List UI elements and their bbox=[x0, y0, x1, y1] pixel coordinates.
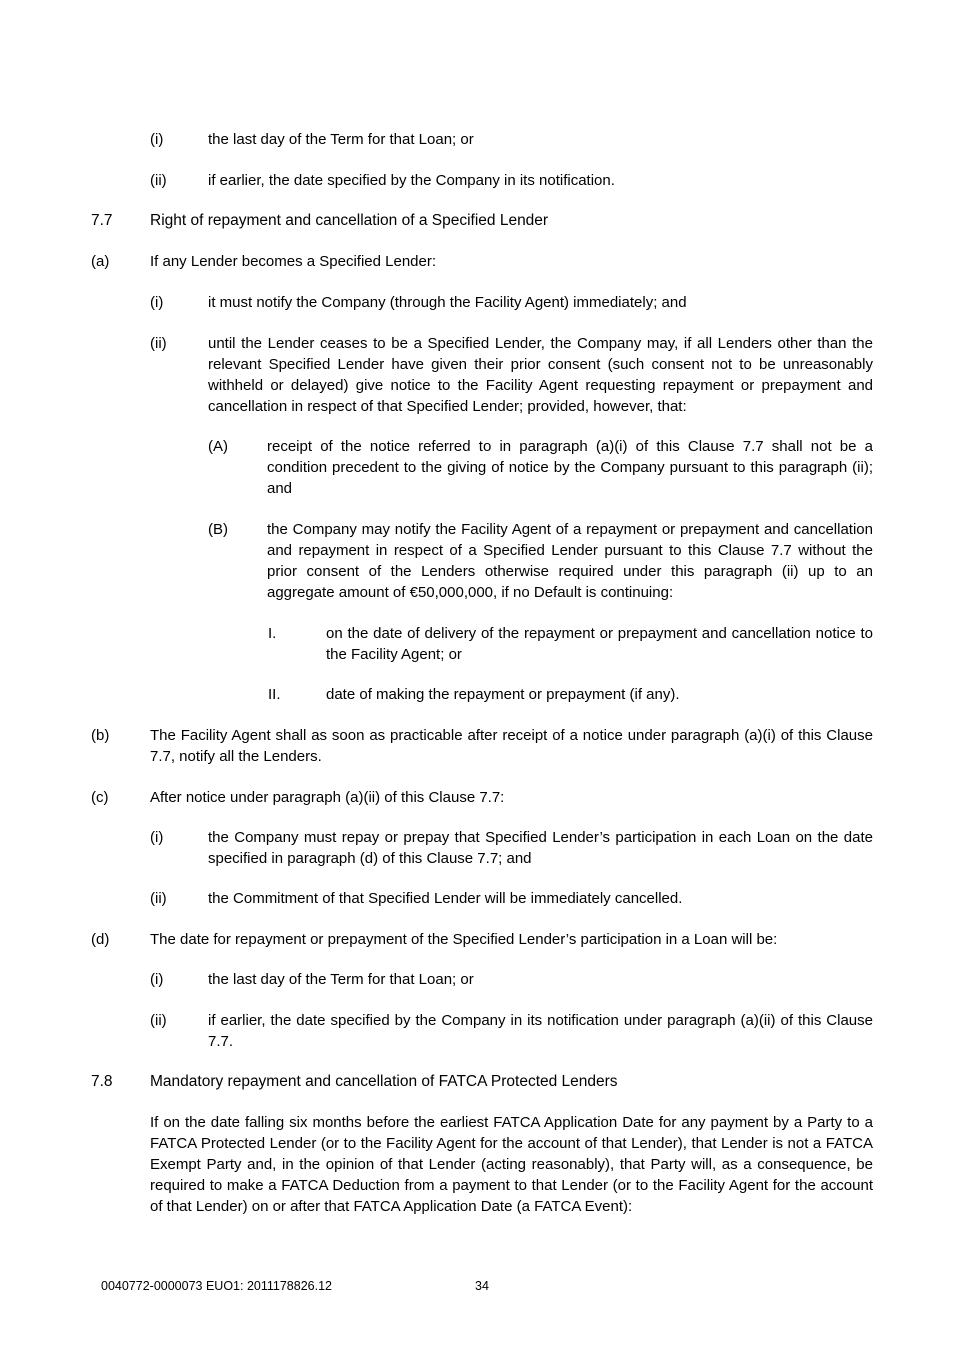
paragraph-label: (B) bbox=[208, 521, 228, 538]
footer-page-number: 34 bbox=[475, 1279, 489, 1293]
paragraph-d-i bbox=[150, 969, 873, 990]
paragraph-label: (c) bbox=[91, 789, 109, 806]
clause-heading-7-8 bbox=[91, 1071, 873, 1092]
paragraph-text: the Company may notify the Facility Agent of a repayment or prepayment and cancellation and repayment in respect of a Specified Lender pursuant to this Clause 7.7 without the prior consent of the Lenders otherwise required under this paragraph (ii) up to an aggregate amount of €50,000,000, if no Default is continuing: bbox=[267, 521, 873, 601]
clause-number: 7.7 bbox=[91, 212, 113, 229]
paragraph-text: If on the date falling six months before the earliest FATCA Application Date for any payment by a Party to a FATCA Protected Lender (or to the Facility Agent for the account of that Lender), that Lender is not a FATCA Exempt Party and, in the opinion of that Lender (acting reasonably), that Party will, as a consequence, be required to make a FATCA Deduction from a payment to that Lender (or to the Facility Agent for the account of that Lender) on or after that FATCA Application Date (a FATCA Event): bbox=[150, 1114, 873, 1215]
paragraph-B-I bbox=[268, 623, 873, 665]
paragraph-label: (A) bbox=[208, 438, 228, 455]
paragraph-a-ii bbox=[150, 333, 873, 417]
paragraph-a bbox=[91, 251, 873, 272]
paragraph-b bbox=[91, 725, 873, 767]
paragraph-label: (d) bbox=[91, 931, 110, 948]
paragraph-a-ii-A bbox=[208, 436, 873, 499]
paragraph-label: (ii) bbox=[150, 1012, 167, 1029]
paragraph-label: II. bbox=[268, 686, 281, 703]
paragraph-c bbox=[91, 787, 873, 808]
footer-document-reference: 0040772-0000073 EUO1: 2011178826.12 bbox=[101, 1279, 332, 1293]
paragraph-d1-i bbox=[150, 129, 873, 150]
paragraph-label: (ii) bbox=[150, 335, 167, 352]
paragraph-label: (ii) bbox=[150, 890, 167, 907]
paragraph-text: if earlier, the date specified by the Company in its notification. bbox=[208, 172, 615, 189]
paragraph-text: the Commitment of that Specified Lender will be immediately cancelled. bbox=[208, 890, 683, 907]
paragraph-B-II bbox=[268, 684, 873, 705]
paragraph-text: The Facility Agent shall as soon as practicable after receipt of a notice under paragraph (a)(i) of this Clause 7.7, notify all the Lenders. bbox=[150, 727, 873, 765]
paragraph-text: it must notify the Company (through the Facility Agent) immediately; and bbox=[208, 294, 687, 311]
paragraph-d-ii bbox=[150, 1010, 873, 1052]
paragraph-label: (i) bbox=[150, 829, 164, 846]
clause-7-8-body bbox=[150, 1112, 873, 1217]
paragraph-label: (i) bbox=[150, 971, 164, 988]
paragraph-label: I. bbox=[268, 625, 277, 642]
paragraph-label: (a) bbox=[91, 253, 110, 270]
paragraph-d1-ii bbox=[150, 170, 873, 191]
paragraph-label: (ii) bbox=[150, 172, 167, 189]
paragraph-a-i bbox=[150, 292, 873, 313]
clause-title: Right of repayment and cancellation of a Specified Lender bbox=[150, 212, 549, 229]
paragraph-label: (i) bbox=[150, 131, 164, 148]
clause-title: Mandatory repayment and cancellation of FATCA Protected Lenders bbox=[150, 1073, 618, 1090]
paragraph-label: (i) bbox=[150, 294, 164, 311]
paragraph-text: receipt of the notice referred to in paragraph (a)(i) of this Clause 7.7 shall not be a condition precedent to the giving of notice by the Company pursuant to this paragraph (ii); and bbox=[267, 438, 873, 497]
paragraph-text: If any Lender becomes a Specified Lender: bbox=[150, 253, 437, 270]
paragraph-text: on the date of delivery of the repayment or prepayment and cancellation notice to the Facility Agent; or bbox=[326, 625, 873, 663]
clause-heading-7-7 bbox=[91, 210, 873, 231]
paragraph-c-ii bbox=[150, 888, 873, 909]
paragraph-text: until the Lender ceases to be a Specified Lender, the Company may, if all Lenders other than the relevant Specified Lender have given their prior consent (such consent not to be unreasonably withheld or delayed) give notice to the Facility Agent requesting repayment or prepayment and cancellation in respect of that Specified Lender; provided, however, that: bbox=[208, 335, 873, 415]
paragraph-a-ii-B bbox=[208, 519, 873, 603]
paragraph-text: date of making the repayment or prepayment (if any). bbox=[326, 686, 680, 703]
paragraph-label: (b) bbox=[91, 727, 110, 744]
clause-number: 7.8 bbox=[91, 1073, 113, 1090]
paragraph-text: After notice under paragraph (a)(ii) of this Clause 7.7: bbox=[150, 789, 505, 806]
paragraph-text: The date for repayment or prepayment of the Specified Lender’s participation in a Loan will be: bbox=[150, 931, 778, 948]
paragraph-text: the Company must repay or prepay that Specified Lender’s participation in each Loan on the date specified in paragraph (d) of this Clause 7.7; and bbox=[208, 829, 873, 867]
paragraph-text: if earlier, the date specified by the Company in its notification under paragraph (a)(ii) of this Clause 7.7. bbox=[208, 1012, 873, 1050]
paragraph-c-i bbox=[150, 827, 873, 869]
paragraph-d bbox=[91, 929, 873, 950]
paragraph-text: the last day of the Term for that Loan; or bbox=[208, 131, 474, 148]
paragraph-text: the last day of the Term for that Loan; or bbox=[208, 971, 474, 988]
